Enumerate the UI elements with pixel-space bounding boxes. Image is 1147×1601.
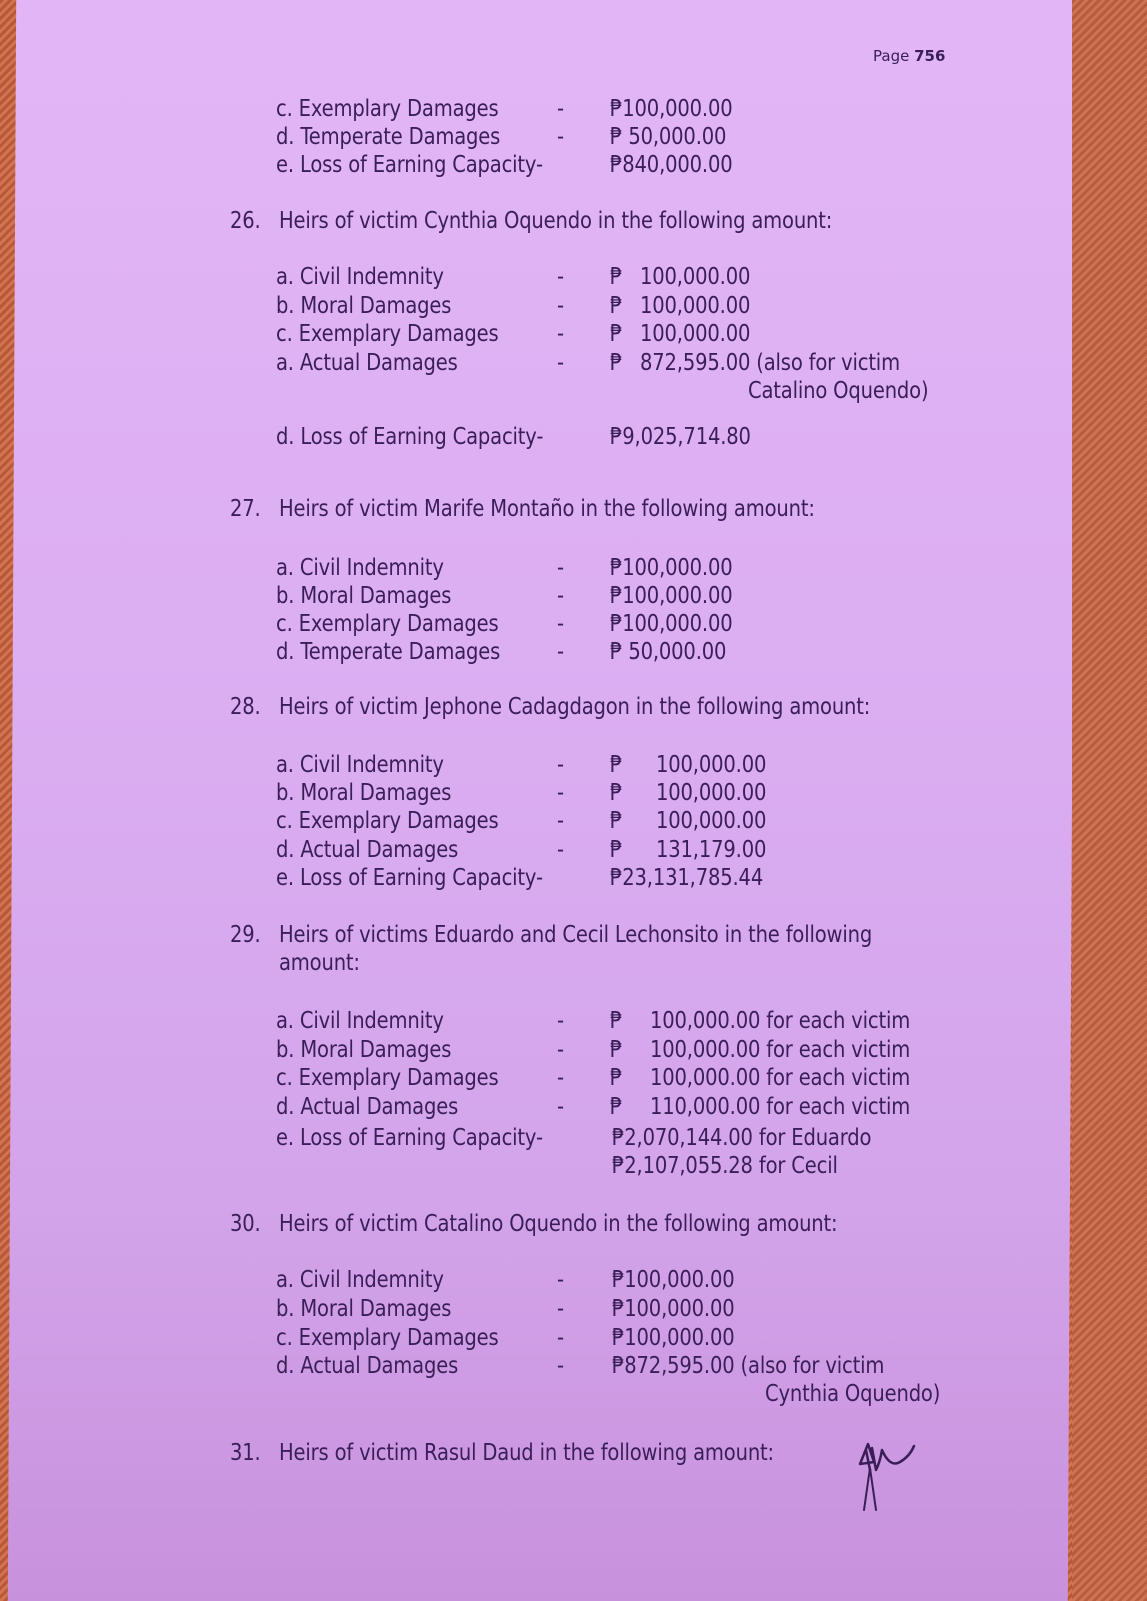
item-amount: 131,179.00 <box>656 837 767 863</box>
peso-sign: ₱ <box>610 808 623 834</box>
peso-sign: ₱ <box>610 1094 623 1120</box>
item-dash: - <box>557 321 564 347</box>
section-number: 27. <box>230 496 261 522</box>
item-dash: - <box>557 264 564 290</box>
continued-item-label: c. Exemplary Damages <box>276 96 499 122</box>
item-label: a. Civil Indemnity <box>276 1008 444 1034</box>
item-label: c. Exemplary Damages <box>276 611 499 637</box>
continued-item-amount: ₱840,000.00 <box>610 152 733 178</box>
item-label: a. Civil Indemnity <box>276 1267 444 1293</box>
signature-initials-icon <box>852 1440 922 1520</box>
item-dash: - <box>557 555 564 581</box>
section-number: 29. <box>230 922 261 948</box>
item-dash: - <box>557 639 564 665</box>
peso-sign: ₱ <box>610 780 623 806</box>
item-dash: - <box>557 293 564 319</box>
item-dash: - <box>557 1094 564 1120</box>
section-number: 28. <box>230 694 261 720</box>
item-amount: 100,000.00 for each victim <box>650 1065 911 1091</box>
item-amount: 100,000.00 <box>640 293 751 319</box>
item-label: d. Actual Damages <box>276 1353 459 1379</box>
item-label: a. Actual Damages <box>276 350 458 376</box>
item-dash: - <box>557 1065 564 1091</box>
section-number: 26. <box>230 208 261 234</box>
page-number-value: 756 <box>914 47 946 65</box>
item-label: b. Moral Damages <box>276 1037 452 1063</box>
item-label: c. Exemplary Damages <box>276 808 499 834</box>
item-amount: 100,000.00 for each victim <box>650 1008 911 1034</box>
item-amount: ₱23,131,785.44 <box>610 865 764 891</box>
peso-sign: ₱ <box>610 752 623 778</box>
item-amount: ₱100,000.00 <box>610 583 733 609</box>
item-amount: 100,000.00 <box>656 752 767 778</box>
item-label: a. Civil Indemnity <box>276 752 444 778</box>
page-label: Page <box>873 47 910 65</box>
item-label: b. Moral Damages <box>276 293 452 319</box>
document-page <box>8 0 1076 1601</box>
item-label: c. Exemplary Damages <box>276 1065 499 1091</box>
peso-sign: ₱ <box>610 837 623 863</box>
item-note: Cynthia Oquendo) <box>765 1381 941 1407</box>
page-number <box>873 47 945 65</box>
continued-item-label: e. Loss of Earning Capacity- <box>276 152 543 178</box>
item-label: d. Actual Damages <box>276 837 459 863</box>
item-label: b. Moral Damages <box>276 583 452 609</box>
item-dash: - <box>557 1037 564 1063</box>
item-amount: ₱100,000.00 <box>610 611 733 637</box>
item-dash: - <box>557 808 564 834</box>
section-heading: Heirs of victim Cynthia Oquendo in the following amount: <box>279 208 833 234</box>
continued-item-dash: - <box>557 124 564 150</box>
peso-sign: ₱ <box>610 1037 623 1063</box>
item-amount: ₱9,025,714.80 <box>610 424 751 450</box>
item-label: d. Temperate Damages <box>276 639 501 665</box>
peso-sign: ₱ <box>610 264 623 290</box>
item-note: Catalino Oquendo) <box>748 378 929 404</box>
item-dash: - <box>557 752 564 778</box>
item-amount: ₱100,000.00 <box>610 555 733 581</box>
item-amount: ₱ 50,000.00 <box>610 639 727 665</box>
section-heading-continuation: amount: <box>279 950 360 976</box>
item-amount: 100,000.00 for each victim <box>650 1037 911 1063</box>
item-dash: - <box>557 350 564 376</box>
continued-item-dash: - <box>557 96 564 122</box>
item-label: b. Moral Damages <box>276 1296 452 1322</box>
peso-sign: ₱ <box>610 350 623 376</box>
peso-sign: ₱ <box>610 1065 623 1091</box>
tablecloth-background <box>1072 0 1147 1601</box>
item-label: b. Moral Damages <box>276 780 452 806</box>
item-dash: - <box>557 837 564 863</box>
item-dash: - <box>557 611 564 637</box>
item-label: a. Civil Indemnity <box>276 264 444 290</box>
item-label: d. Loss of Earning Capacity- <box>276 424 544 450</box>
item-dash: - <box>557 1325 564 1351</box>
item-label: e. Loss of Earning Capacity- <box>276 865 543 891</box>
section-heading: Heirs of victims Eduardo and Cecil Lechonsito in the following <box>279 922 873 948</box>
item-dash: - <box>557 1008 564 1034</box>
section-heading: Heirs of victim Jephone Cadagdagon in the following amount: <box>279 694 871 720</box>
continued-item-label: d. Temperate Damages <box>276 124 501 150</box>
item-label: a. Civil Indemnity <box>276 555 444 581</box>
item-amount: 872,595.00 (also for victim <box>640 350 900 376</box>
item-amount: ₱100,000.00 <box>612 1267 735 1293</box>
item-dash: - <box>557 1267 564 1293</box>
item-label: c. Exemplary Damages <box>276 1325 499 1351</box>
item-amount: ₱100,000.00 <box>612 1325 735 1351</box>
item-amount: ₱2,107,055.28 for Cecil <box>612 1153 838 1179</box>
item-amount: 100,000.00 <box>656 780 767 806</box>
section-heading: Heirs of victim Rasul Daud in the following amount: <box>279 1440 774 1466</box>
item-label: c. Exemplary Damages <box>276 321 499 347</box>
section-number: 31. <box>230 1440 261 1466</box>
item-amount: 100,000.00 <box>640 264 751 290</box>
item-amount: 100,000.00 <box>656 808 767 834</box>
item-dash: - <box>557 583 564 609</box>
item-label: e. Loss of Earning Capacity- <box>276 1125 543 1151</box>
peso-sign: ₱ <box>610 321 623 347</box>
item-label: d. Actual Damages <box>276 1094 459 1120</box>
item-amount: 110,000.00 for each victim <box>650 1094 911 1120</box>
peso-sign: ₱ <box>610 1008 623 1034</box>
continued-item-amount: ₱ 50,000.00 <box>610 124 727 150</box>
section-heading: Heirs of victim Marife Montaño in the following amount: <box>279 496 815 522</box>
continued-item-amount: ₱100,000.00 <box>610 96 733 122</box>
item-amount: ₱100,000.00 <box>612 1296 735 1322</box>
item-dash: - <box>557 1353 564 1379</box>
section-number: 30. <box>230 1211 261 1237</box>
peso-sign: ₱ <box>610 293 623 319</box>
section-heading: Heirs of victim Catalino Oquendo in the following amount: <box>279 1211 838 1237</box>
item-amount: 100,000.00 <box>640 321 751 347</box>
item-amount: ₱872,595.00 (also for victim <box>612 1353 885 1379</box>
item-dash: - <box>557 780 564 806</box>
item-amount: ₱2,070,144.00 for Eduardo <box>612 1125 872 1151</box>
item-dash: - <box>557 1296 564 1322</box>
